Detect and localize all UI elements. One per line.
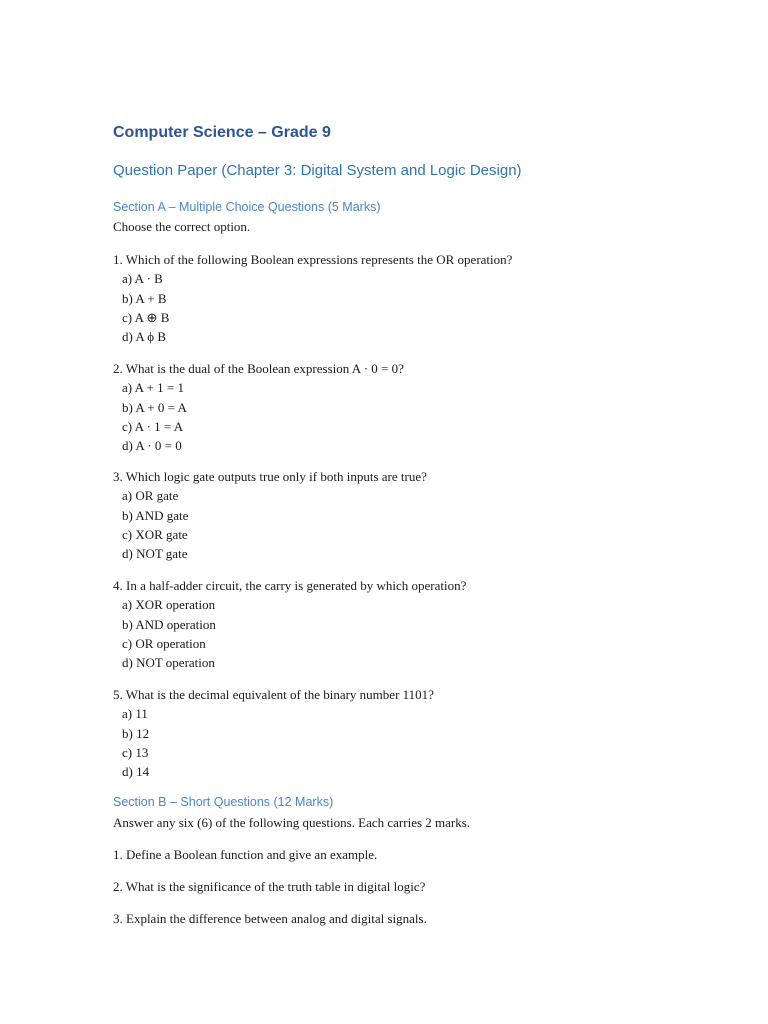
option-a: a) OR gate (122, 488, 179, 504)
option-c: c) 13 (122, 744, 149, 760)
option-a: a) A · B (122, 271, 163, 287)
section-b-heading: Section B – Short Questions (12 Marks) (113, 795, 334, 809)
section-b-instruction: Answer any six (6) of the following questions. Each carries 2 marks. (113, 815, 471, 830)
section-a-heading: Section A – Multiple Choice Questions (5 Marks) (113, 200, 381, 214)
option-c: c) XOR gate (122, 526, 188, 542)
option-b: b) AND operation (122, 616, 216, 632)
option-d: d) A ϕ B (122, 329, 167, 345)
option-b: b) 12 (122, 725, 150, 741)
option-d: d) A · 0 = 0 (122, 438, 182, 454)
question-text: 3. Which logic gate outputs true only if both inputs are true? (113, 469, 427, 484)
option-c: c) OR operation (122, 635, 206, 651)
question-text: 5. What is the decimal equivalent of the binary number 1101? (113, 687, 434, 702)
mcq-question-4 (113, 576, 466, 672)
option-b: b) A + 0 = A (122, 399, 187, 415)
option-a: a) 11 (122, 706, 148, 722)
option-a: a) XOR operation (122, 597, 216, 613)
short-question-2: 2. What is the significance of the truth table in digital logic? (113, 879, 426, 894)
question-text: 2. What is the dual of the Boolean expression A · 0 = 0? (113, 361, 404, 376)
option-a: a) A + 1 = 1 (122, 380, 184, 396)
question-text: 4. In a half-adder circuit, the carry is generated by which operation? (113, 578, 467, 593)
short-question-1: 1. Define a Boolean function and give an example. (113, 847, 378, 862)
mcq-question-1 (113, 250, 512, 346)
mcq-question-3 (113, 467, 427, 563)
document-title: Computer Science – Grade 9 (113, 124, 331, 141)
option-b: b) AND gate (122, 507, 189, 523)
option-d: d) NOT gate (122, 546, 188, 562)
option-d: d) 14 (122, 764, 150, 780)
section-a-instruction: Choose the correct option. (113, 219, 251, 234)
option-c: c) A ⊕ B (122, 309, 170, 325)
short-question-3: 3. Explain the difference between analog and digital signals. (113, 911, 427, 926)
document-subtitle: Question Paper (Chapter 3: Digital System and Logic Design) (113, 162, 522, 179)
option-d: d) NOT operation (122, 655, 215, 671)
mcq-question-2 (113, 359, 404, 455)
option-b: b) A + B (122, 290, 167, 306)
mcq-question-5 (113, 685, 434, 781)
option-c: c) A · 1 = A (122, 418, 184, 434)
question-text: 1. Which of the following Boolean expressions represents the OR operation? (113, 252, 513, 267)
